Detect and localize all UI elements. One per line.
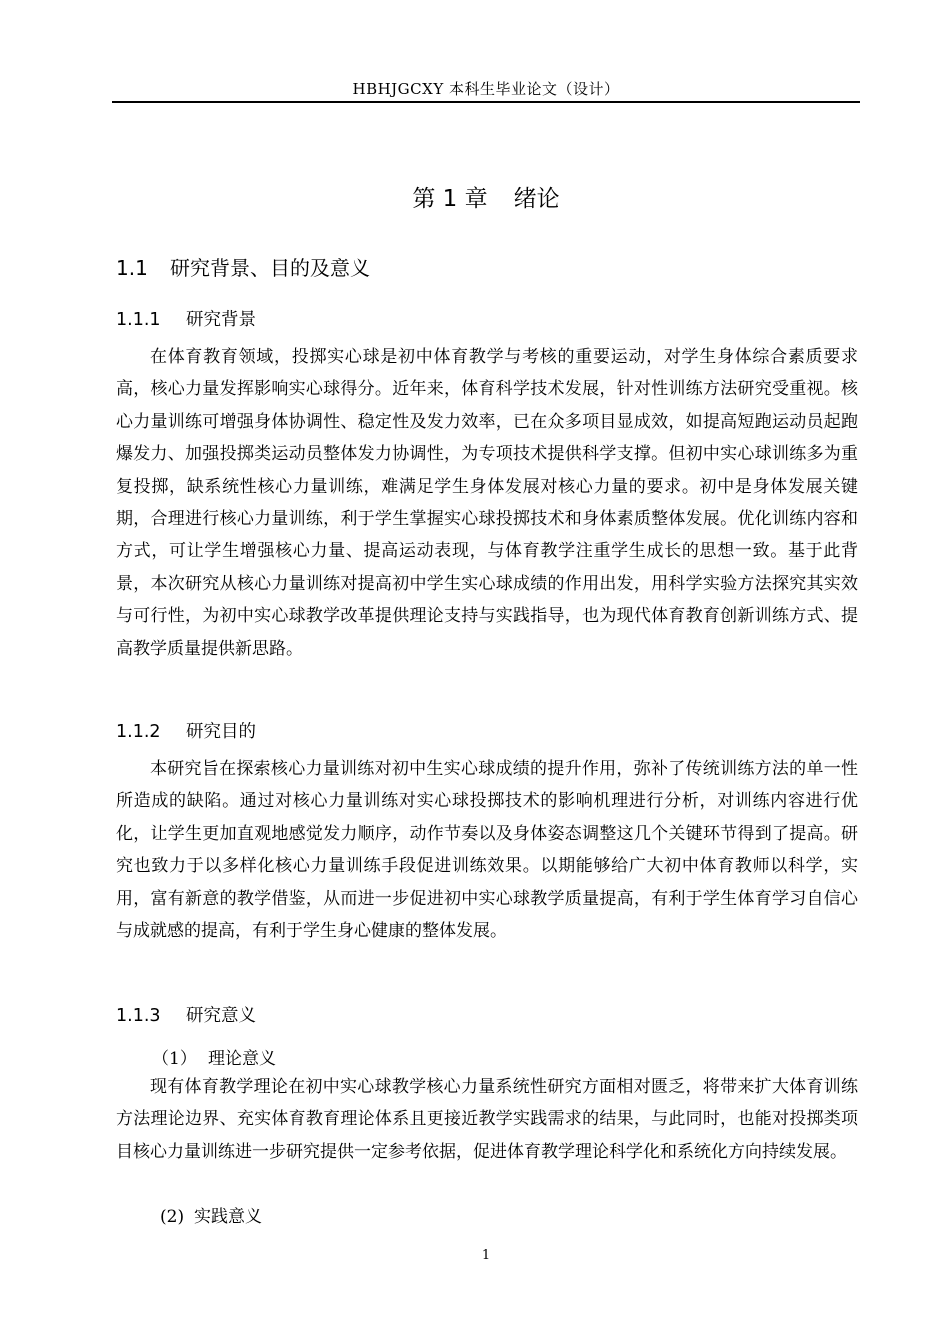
list-item-theoretical-significance [152,1044,276,1069]
subsection-heading-1-1-3 [116,1002,256,1027]
subsection-number: 1.1.1 [116,310,161,330]
list-title: 实践意义 [194,1207,262,1227]
list-label: (2) [160,1207,185,1227]
subsection-number: 1.1.2 [116,722,161,742]
list-title: 理论意义 [208,1049,276,1069]
section-heading-1-1 [116,252,370,281]
paragraph-research-background: 在体育教育领域，投掷实心球是初中体育教学与考核的重要运动，对学生身体综合素质要求高，核心力量发挥影响实心球得分。近年来，体育科学技术发展，针对性训练方法研究受重视。核心力量训练可增强身体协调性、稳定性及发力效率，已在众多项目显成效，如提高短跑运动员起跑爆发力、加强投掷类运动员整体发力协调性，为专项技术提供科学支撑。但初中实心球训练多为重复投掷，缺系统性核心力量训练，难满足学生身体发展对核心力量的要求。初中是身体发展关键期，合理进行核心力量训练，利于学生掌握实心球投掷技术和身体素质整体发展。优化训练内容和方式，可让学生增强核心力量、提高运动表现，与体育教学注重学生成长的思想一致。基于此背景，本次研究从核心力量训练对提高初中学生实心球成绩的作用出发，用科学实验方法探究其实效与可行性，为初中实心球教学改革提供理论支持与实践指导，也为现代体育教育创新训练方式、提高教学质量提供新思路。 [116,347,858,659]
list-label: （1） [152,1049,197,1069]
running-header: HBHJGCXY 本科生毕业论文（设计） [352,80,620,98]
subsection-title: 研究意义 [186,1006,256,1026]
chapter-title: 绪论 [513,186,560,212]
chapter-heading [112,180,860,213]
subsection-number: 1.1.3 [116,1006,161,1026]
subsection-title: 研究背景 [186,310,256,330]
paragraph-theoretical-significance: 现有体育教学理论在初中实心球教学核心力量系统性研究方面相对匮乏，将带来扩大体育训练方法理论边界、充实体育教育理论体系且更接近教学实践需求的结果，与此同时，也能对投掷类项目核心力量训练进一步研究提供一定参考依据，促进体育教学理论科学化和系统化方向持续发展。 [116,1077,858,1162]
subsection-heading-1-1-2 [116,718,256,743]
section-number: 1.1 [116,256,148,280]
list-item-practical-significance [160,1202,262,1227]
subsection-heading-1-1-1 [116,306,256,331]
header-rule [112,101,860,103]
chapter-number: 第 1 章 [412,186,488,212]
page-number: 1 [481,1248,491,1263]
section-title: 研究背景、目的及意义 [170,256,370,280]
paragraph-research-purpose: 本研究旨在探索核心力量训练对初中生实心球成绩的提升作用，弥补了传统训练方法的单一性所造成的缺陷。通过对核心力量训练对实心球投掷技术的影响机理进行分析，对训练内容进行优化，让学生更加直观地感觉发力顺序，动作节奏以及身体姿态调整这几个关键环节得到了提高。研究也致力于以多样化核心力量训练手段促进训练效果。以期能够给广大初中体育教师以科学，实用，富有新意的教学借鉴，从而进一步促进初中实心球教学质量提高，有利于学生体育学习自信心与成就感的提高，有利于学生身心健康的整体发展。 [116,759,858,942]
subsection-title: 研究目的 [186,722,256,742]
